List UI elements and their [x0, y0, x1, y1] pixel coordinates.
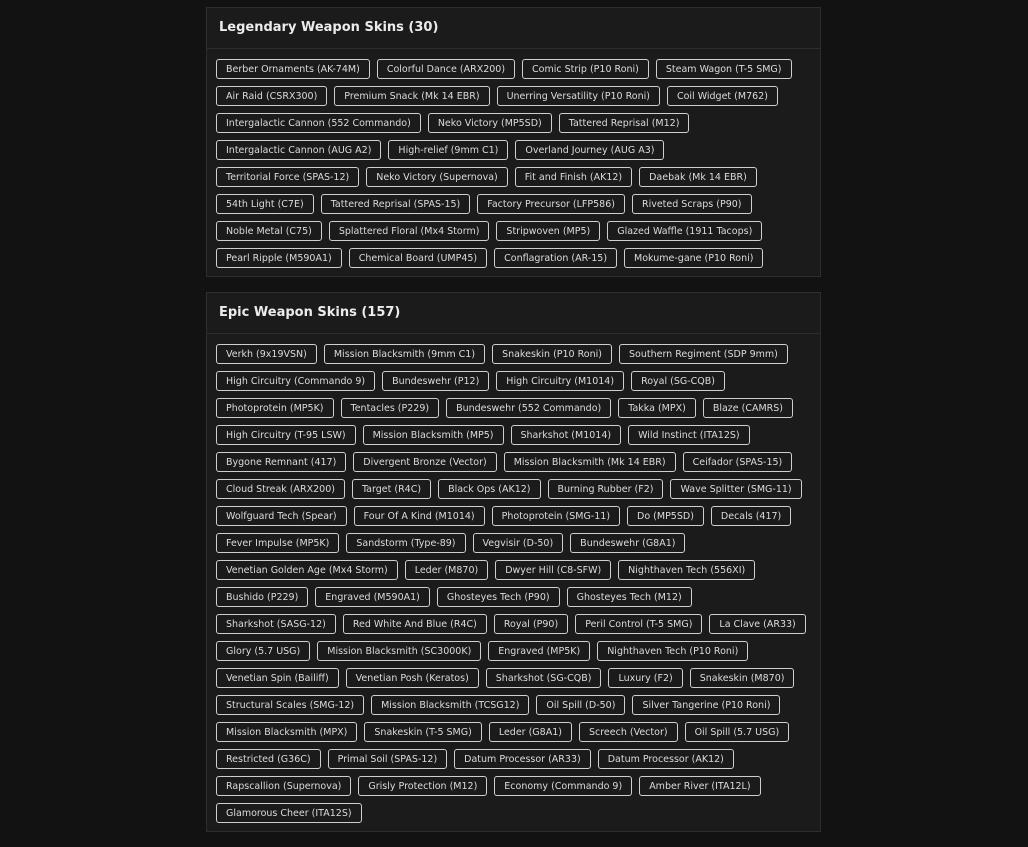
- skin-chip[interactable]: Burning Rubber (F2): [548, 479, 664, 499]
- skin-chip[interactable]: Sharkshot (M1014): [511, 425, 622, 445]
- skin-chip[interactable]: Grisly Protection (M12): [358, 776, 487, 796]
- skin-chip[interactable]: Steam Wagon (T-5 SMG): [656, 59, 792, 79]
- skin-chip[interactable]: Structural Scales (SMG-12): [216, 695, 364, 715]
- skin-chip[interactable]: Berber Ornaments (AK-74M): [216, 59, 370, 79]
- skin-chip[interactable]: Factory Precursor (LFP586): [477, 194, 625, 214]
- skin-chip[interactable]: Sharkshot (SASG-12): [216, 614, 336, 634]
- skin-chip[interactable]: La Clave (AR33): [709, 614, 805, 634]
- skin-chip[interactable]: Verkh (9x19VSN): [216, 344, 317, 364]
- skin-chip[interactable]: Tattered Reprisal (M12): [559, 113, 690, 133]
- skin-chip[interactable]: Fit and Finish (AK12): [515, 167, 632, 187]
- skin-chip[interactable]: Riveted Scraps (P90): [632, 194, 752, 214]
- skin-chip[interactable]: Four Of A Kind (M1014): [354, 506, 485, 526]
- skin-chip[interactable]: High Circuitry (M1014): [496, 371, 624, 391]
- skin-chip[interactable]: Bygone Remnant (417): [216, 452, 346, 472]
- skin-chip[interactable]: Intergalactic Cannon (AUG A2): [216, 140, 381, 160]
- skin-chip[interactable]: Daebak (Mk 14 EBR): [639, 167, 757, 187]
- skin-chip[interactable]: Vegvisir (D-50): [473, 533, 564, 553]
- skin-chip[interactable]: Nighthaven Tech (P10 Roni): [597, 641, 748, 661]
- skin-chip[interactable]: Conflagration (AR-15): [494, 248, 617, 268]
- skin-chip[interactable]: Wave Splitter (SMG-11): [670, 479, 801, 499]
- skin-chip[interactable]: Territorial Force (SPAS-12): [216, 167, 359, 187]
- skin-chip[interactable]: Wolfguard Tech (Spear): [216, 506, 347, 526]
- skin-chip[interactable]: Takka (MPX): [618, 398, 696, 418]
- legendary-skins-panel: [206, 7, 821, 277]
- skin-chip[interactable]: Chemical Board (UMP45): [349, 248, 487, 268]
- skin-chip[interactable]: Photoprotein (SMG-11): [492, 506, 620, 526]
- skin-chip[interactable]: Splattered Floral (Mx4 Storm): [329, 221, 490, 241]
- skin-chip[interactable]: Tattered Reprisal (SPAS-15): [321, 194, 471, 214]
- skin-chip[interactable]: High Circuitry (T-95 LSW): [216, 425, 356, 445]
- epic-skin-list: [216, 344, 811, 823]
- skin-chip[interactable]: Economy (Commando 9): [494, 776, 632, 796]
- skin-chip[interactable]: Southern Regiment (SDP 9mm): [619, 344, 788, 364]
- skin-chip[interactable]: Ghosteyes Tech (M12): [567, 587, 692, 607]
- skin-chip[interactable]: Ghosteyes Tech (P90): [437, 587, 560, 607]
- legendary-skin-list: [216, 59, 811, 268]
- skin-chip[interactable]: Amber River (ITA12L): [639, 776, 760, 796]
- skin-chip[interactable]: Mission Blacksmith (Mk 14 EBR): [504, 452, 676, 472]
- skin-chip[interactable]: Noble Metal (C75): [216, 221, 322, 241]
- skin-chip[interactable]: 54th Light (C7E): [216, 194, 314, 214]
- skin-chip[interactable]: Primal Soil (SPAS-12): [328, 749, 448, 769]
- skin-chip[interactable]: Mission Blacksmith (SC3000K): [317, 641, 481, 661]
- skin-chip[interactable]: Unerring Versatility (P10 Roni): [497, 86, 660, 106]
- skin-chip[interactable]: Snakeskin (T-5 SMG): [364, 722, 481, 742]
- skin-chip[interactable]: Cloud Streak (ARX200): [216, 479, 345, 499]
- skin-chip[interactable]: Snakeskin (M870): [690, 668, 795, 688]
- skin-chip[interactable]: Oil Spill (5.7 USG): [685, 722, 790, 742]
- epic-skins-panel: [206, 292, 821, 832]
- skin-chip[interactable]: Premium Snack (Mk 14 EBR): [334, 86, 489, 106]
- section-title: Epic Weapon Skins (157): [207, 293, 820, 334]
- skin-chip[interactable]: Coil Widget (M762): [667, 86, 778, 106]
- skin-chip[interactable]: Sharkshot (SG-CQB): [486, 668, 602, 688]
- skin-chip[interactable]: Datum Processor (AK12): [598, 749, 734, 769]
- skin-chip[interactable]: Restricted (G36C): [216, 749, 321, 769]
- skin-chip[interactable]: Bundeswehr (G8A1): [570, 533, 685, 553]
- skin-chip[interactable]: Divergent Bronze (Vector): [353, 452, 496, 472]
- skin-chip[interactable]: Leder (M870): [405, 560, 489, 580]
- skin-chip[interactable]: Mokume-gane (P10 Roni): [624, 248, 763, 268]
- skin-chip[interactable]: Pearl Ripple (M590A1): [216, 248, 342, 268]
- skin-chip[interactable]: Do (MP5SD): [627, 506, 704, 526]
- skin-chip[interactable]: Comic Strip (P10 Roni): [522, 59, 649, 79]
- skin-chip[interactable]: High-relief (9mm C1): [388, 140, 508, 160]
- skin-chip[interactable]: Ceifador (SPAS-15): [683, 452, 793, 472]
- skin-chip[interactable]: Datum Processor (AR33): [454, 749, 591, 769]
- skin-chip[interactable]: Intergalactic Cannon (552 Commando): [216, 113, 421, 133]
- skin-chip[interactable]: Decals (417): [711, 506, 791, 526]
- skin-chip[interactable]: Leder (G8A1): [489, 722, 572, 742]
- skin-chip[interactable]: Black Ops (AK12): [438, 479, 540, 499]
- skin-chip[interactable]: Royal (SG-CQB): [631, 371, 725, 391]
- skin-chip[interactable]: Oil Spill (D-50): [536, 695, 625, 715]
- skin-chip[interactable]: Silver Tangerine (P10 Roni): [632, 695, 780, 715]
- skin-chip[interactable]: Glory (5.7 USG): [216, 641, 310, 661]
- skin-chip[interactable]: Neko Victory (Supernova): [366, 167, 508, 187]
- skin-chip[interactable]: Stripwoven (MP5): [496, 221, 600, 241]
- skin-chip[interactable]: Venetian Golden Age (Mx4 Storm): [216, 560, 398, 580]
- skin-chip[interactable]: Bundeswehr (552 Commando): [446, 398, 611, 418]
- skin-chip[interactable]: Target (R4C): [352, 479, 431, 499]
- skin-chip[interactable]: Mission Blacksmith (MPX): [216, 722, 357, 742]
- skin-chip[interactable]: Screech (Vector): [579, 722, 678, 742]
- skin-chip[interactable]: Rapscallion (Supernova): [216, 776, 351, 796]
- skin-chip[interactable]: Glazed Waffle (1911 Tacops): [607, 221, 762, 241]
- skin-chip[interactable]: Colorful Dance (ARX200): [377, 59, 515, 79]
- skin-chip[interactable]: Wild Instinct (ITA12S): [628, 425, 750, 445]
- section-title: Legendary Weapon Skins (30): [207, 8, 820, 49]
- skin-chip[interactable]: Bundeswehr (P12): [382, 371, 489, 391]
- skin-chip[interactable]: Neko Victory (MP5SD): [428, 113, 552, 133]
- skin-chip[interactable]: Royal (P90): [494, 614, 568, 634]
- skin-chip[interactable]: High Circuitry (Commando 9): [216, 371, 375, 391]
- skin-chip[interactable]: Engraved (MP5K): [488, 641, 590, 661]
- skins-list: [206, 7, 821, 847]
- skin-chip[interactable]: Venetian Spin (Bailiff): [216, 668, 339, 688]
- skin-chip[interactable]: Mission Blacksmith (9mm C1): [324, 344, 485, 364]
- skin-chip[interactable]: Fever Impulse (MP5K): [216, 533, 339, 553]
- skin-chip[interactable]: Dwyer Hill (C8-SFW): [495, 560, 611, 580]
- skin-chip[interactable]: Nighthaven Tech (556XI): [618, 560, 755, 580]
- skin-chip[interactable]: Snakeskin (P10 Roni): [492, 344, 612, 364]
- skin-chip[interactable]: Overland Journey (AUG A3): [515, 140, 664, 160]
- skin-chip[interactable]: Luxury (F2): [608, 668, 682, 688]
- skin-chip[interactable]: Bushido (P229): [216, 587, 308, 607]
- skin-chip[interactable]: Mission Blacksmith (MP5): [363, 425, 504, 445]
- skin-chip[interactable]: Blaze (CAMRS): [703, 398, 793, 418]
- skin-chip[interactable]: Peril Control (T-5 SMG): [575, 614, 702, 634]
- skin-chip[interactable]: Glamorous Cheer (ITA12S): [216, 803, 362, 823]
- skin-chip[interactable]: Red White And Blue (R4C): [343, 614, 487, 634]
- skin-chip[interactable]: Sandstorm (Type-89): [346, 533, 465, 553]
- skin-chip[interactable]: Photoprotein (MP5K): [216, 398, 334, 418]
- skin-chip[interactable]: Mission Blacksmith (TCSG12): [371, 695, 529, 715]
- skin-chip[interactable]: Air Raid (CSRX300): [216, 86, 327, 106]
- skin-chip[interactable]: Venetian Posh (Keratos): [346, 668, 479, 688]
- skin-chip[interactable]: Engraved (M590A1): [315, 587, 430, 607]
- skin-chip[interactable]: Tentacles (P229): [341, 398, 440, 418]
